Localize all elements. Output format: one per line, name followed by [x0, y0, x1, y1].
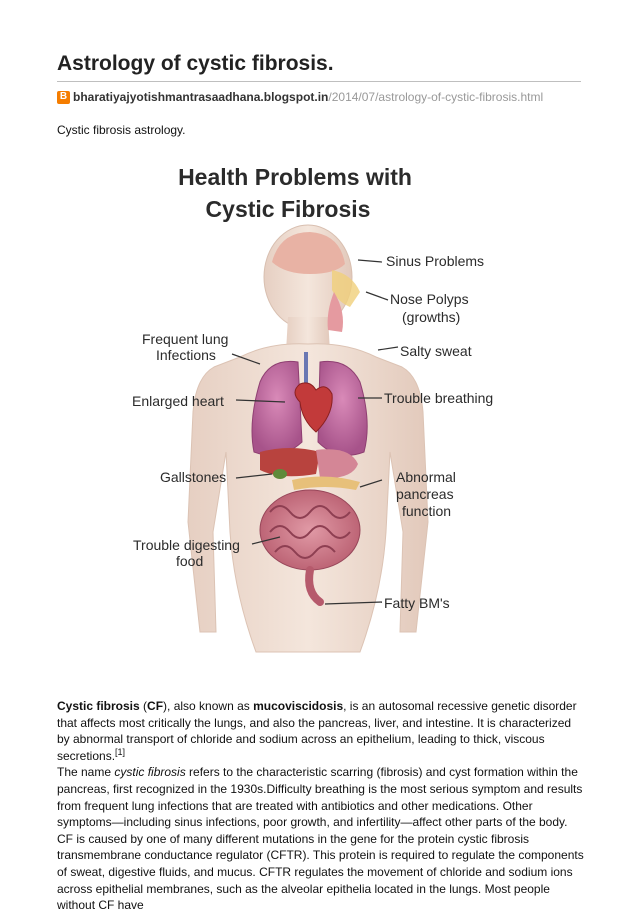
label-pancreas-2: pancreas [396, 486, 454, 502]
liver-illustration [260, 448, 320, 476]
term-cystic-fibrosis-italic: cystic fibrosis [114, 765, 186, 780]
label-fatty-bms: Fatty BM's [384, 595, 450, 611]
paragraph-name [57, 764, 585, 830]
cf-infographic [120, 152, 520, 682]
term-cystic-fibrosis[interactable]: Cystic fibrosis [57, 699, 140, 713]
label-lung-infections-1: Frequent lung [142, 331, 229, 347]
term-cf: CF [147, 699, 164, 713]
label-sinus-problems: Sinus Problems [386, 253, 485, 269]
term-mucoviscidosis[interactable]: mucoviscidosis [253, 699, 344, 713]
title-divider [57, 81, 581, 82]
text-run: The name [57, 765, 115, 780]
label-pancreas-1: Abnormal [396, 469, 456, 485]
label-trouble-digesting-2: food [176, 553, 204, 569]
blogger-icon: B [57, 91, 70, 104]
text-run: , is an autosomal recessive genetic disorder that affects most critically the lungs, and also the pancreas, liver, and intestine. It is characterized by abnormal transport of chloride and sodium across an epithelium, leading to thick, viscous secretions. [57, 699, 577, 763]
reference-link[interactable]: [1] [115, 746, 126, 757]
paragraph-cause: CF is caused by one of many different mutations in the gene for the protein cystic fibrosis transmembrane conductance regulator (CFTR). This protein is required to regulate the components of sweat, digestive fluids, and mucus. CFTR regulates the movement of chloride and sodium ions across epithelial membranes, such as the alveolar epithelia located in the lungs. Most people without CF have [57, 831, 584, 913]
source-path[interactable]: /2014/07/astrology-of-cystic-fibrosis.html [328, 90, 544, 104]
gallbladder-illustration [273, 469, 287, 479]
label-enlarged-heart: Enlarged heart [132, 393, 224, 409]
article-body [57, 698, 585, 914]
label-trouble-digesting-1: Trouble digesting [133, 537, 240, 553]
infographic-heading-line1: Health Problems with [178, 164, 412, 190]
source-host[interactable]: bharatiyajyotishmantrasaadhana.blogspot.in [73, 90, 329, 104]
label-nose-polyps-1: Nose Polyps [390, 291, 469, 307]
text-run: refers to the characteristic scarring (fibrosis) and cyst formation within the pancreas, first recognized in the 1930s.Difficulty breathing is the most serious symptom and results from frequent lung infections that are treated with antibiotics and other medications. Other symptoms—including sinus infections, poor growth, and infertility—affect other parts of the body. [57, 765, 583, 830]
paragraph-definition [57, 698, 585, 764]
source-link[interactable] [57, 90, 543, 104]
text-run: ( [139, 699, 148, 713]
label-pancreas-3: function [402, 503, 452, 519]
label-salty-sweat: Salty sweat [400, 343, 472, 359]
label-nose-polyps-2: (growths) [402, 309, 461, 325]
label-gallstones: Gallstones [160, 469, 227, 485]
text-run: ), also known as [163, 699, 254, 713]
lead-text: Cystic fibrosis astrology. [57, 123, 186, 137]
infographic-heading-line2: Cystic Fibrosis [205, 196, 371, 222]
page-title: Astrology of cystic fibrosis. [57, 52, 334, 75]
label-trouble-breathing: Trouble breathing [384, 390, 494, 406]
label-lung-infections-2: Infections [156, 347, 216, 363]
